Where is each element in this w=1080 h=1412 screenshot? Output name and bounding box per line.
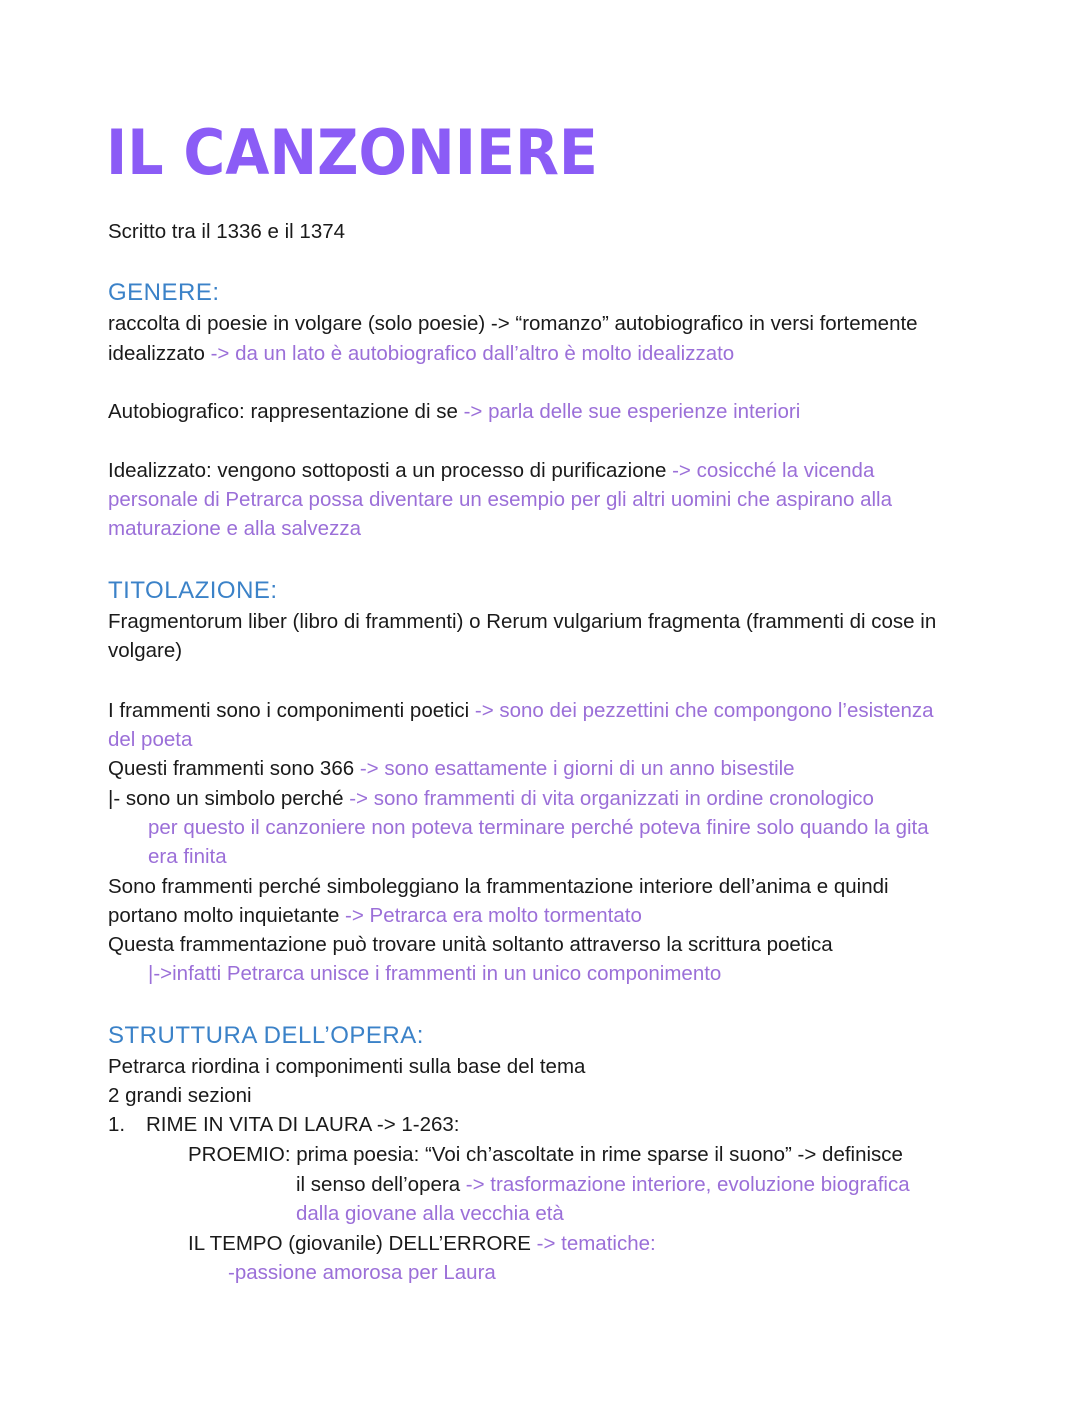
note-span: -> da un lato è autobiografico dall’altro è molto idealizzato	[204, 342, 735, 365]
text-line	[108, 456, 874, 485]
text-span: portano molto inquietante	[108, 904, 340, 927]
note-line: |->infatti Petrarca unisce i frammenti in un unico componimento	[148, 962, 722, 985]
note-span: -> cosicché la vicenda	[666, 459, 875, 482]
text-line: Fragmentorum liber (libro di frammenti) o Rerum vulgarium fragmenta (frammenti di cose in	[108, 610, 937, 633]
text-line	[108, 901, 642, 930]
note-line: -passione amorosa per Laura	[228, 1261, 496, 1284]
dates-line: Scritto tra il 1336 e il 1374	[108, 220, 346, 243]
text-span: IL TEMPO (giovanile) DELL’ERRORE	[188, 1232, 531, 1255]
note-span: -> sono esattamente i giorni di un anno bisestile	[354, 757, 795, 780]
text-line: Sono frammenti perché simboleggiano la frammentazione interiore dell’anima e quindi	[108, 875, 889, 898]
section-heading-struttura: STRUTTURA DELL’OPERA:	[108, 1022, 424, 1049]
note-line: personale di Petrarca possa diventare un esempio per gli altri uomini che aspirano alla	[108, 488, 892, 511]
text-line: Questa frammentazione può trovare unità soltanto attraverso la scrittura poetica	[108, 933, 833, 956]
text-line: volgare)	[108, 639, 183, 662]
text-line: 2 grandi sezioni	[108, 1084, 252, 1107]
note-span: -> tematiche:	[530, 1232, 656, 1255]
text-span: Idealizzato: vengono sottoposti a un processo di purificazione	[108, 459, 667, 482]
note-line: dalla giovane alla vecchia età	[296, 1202, 564, 1225]
text-span: Questi frammenti sono 366	[108, 757, 355, 780]
section-heading-genere: GENERE:	[108, 279, 220, 306]
text-line: PROEMIO: prima poesia: “Voi ch’ascoltate in rime sparse il suono” -> definisce	[188, 1143, 903, 1166]
text-span: Autobiografico: rappresentazione di se	[108, 400, 458, 423]
note-span: -> Petrarca era molto tormentato	[339, 904, 642, 927]
section-heading-titolazione: TITOLAZIONE:	[108, 577, 278, 604]
text-span: I frammenti sono i componimenti poetici	[108, 699, 470, 722]
text-line	[188, 1229, 656, 1258]
text-line	[108, 784, 874, 813]
text-line	[108, 696, 934, 725]
text-span: idealizzato	[108, 342, 205, 365]
note-span: -> parla delle sue esperienze interiori	[457, 400, 801, 423]
text-span: |- sono un simbolo perché	[108, 787, 344, 810]
note-line: per questo il canzoniere non poteva terminare perché poteva finire solo quando la gita	[148, 816, 929, 839]
text-line	[108, 754, 795, 783]
page-title: IL CANZONIERE	[106, 116, 598, 189]
list-number: 1.	[108, 1113, 126, 1136]
text-span: il senso dell’opera	[296, 1173, 461, 1196]
text-line: raccolta di poesie in volgare (solo poesie) -> “romanzo” autobiografico in versi fortemente	[108, 312, 918, 335]
list-item: RIME IN VITA DI LAURA -> 1-263:	[146, 1113, 460, 1136]
text-line: Petrarca riordina i componimenti sulla base del tema	[108, 1055, 586, 1078]
text-line	[108, 397, 800, 426]
note-span: -> trasformazione interiore, evoluzione biografica	[460, 1173, 910, 1196]
note-line: del poeta	[108, 728, 193, 751]
note-line: maturazione e alla salvezza	[108, 517, 361, 540]
note-span: -> sono frammenti di vita organizzati in ordine cronologico	[343, 787, 874, 810]
note-span: -> sono dei pezzettini che compongono l’esistenza	[469, 699, 934, 722]
text-line	[108, 339, 734, 368]
note-line: era finita	[148, 845, 227, 868]
text-line	[296, 1170, 910, 1199]
